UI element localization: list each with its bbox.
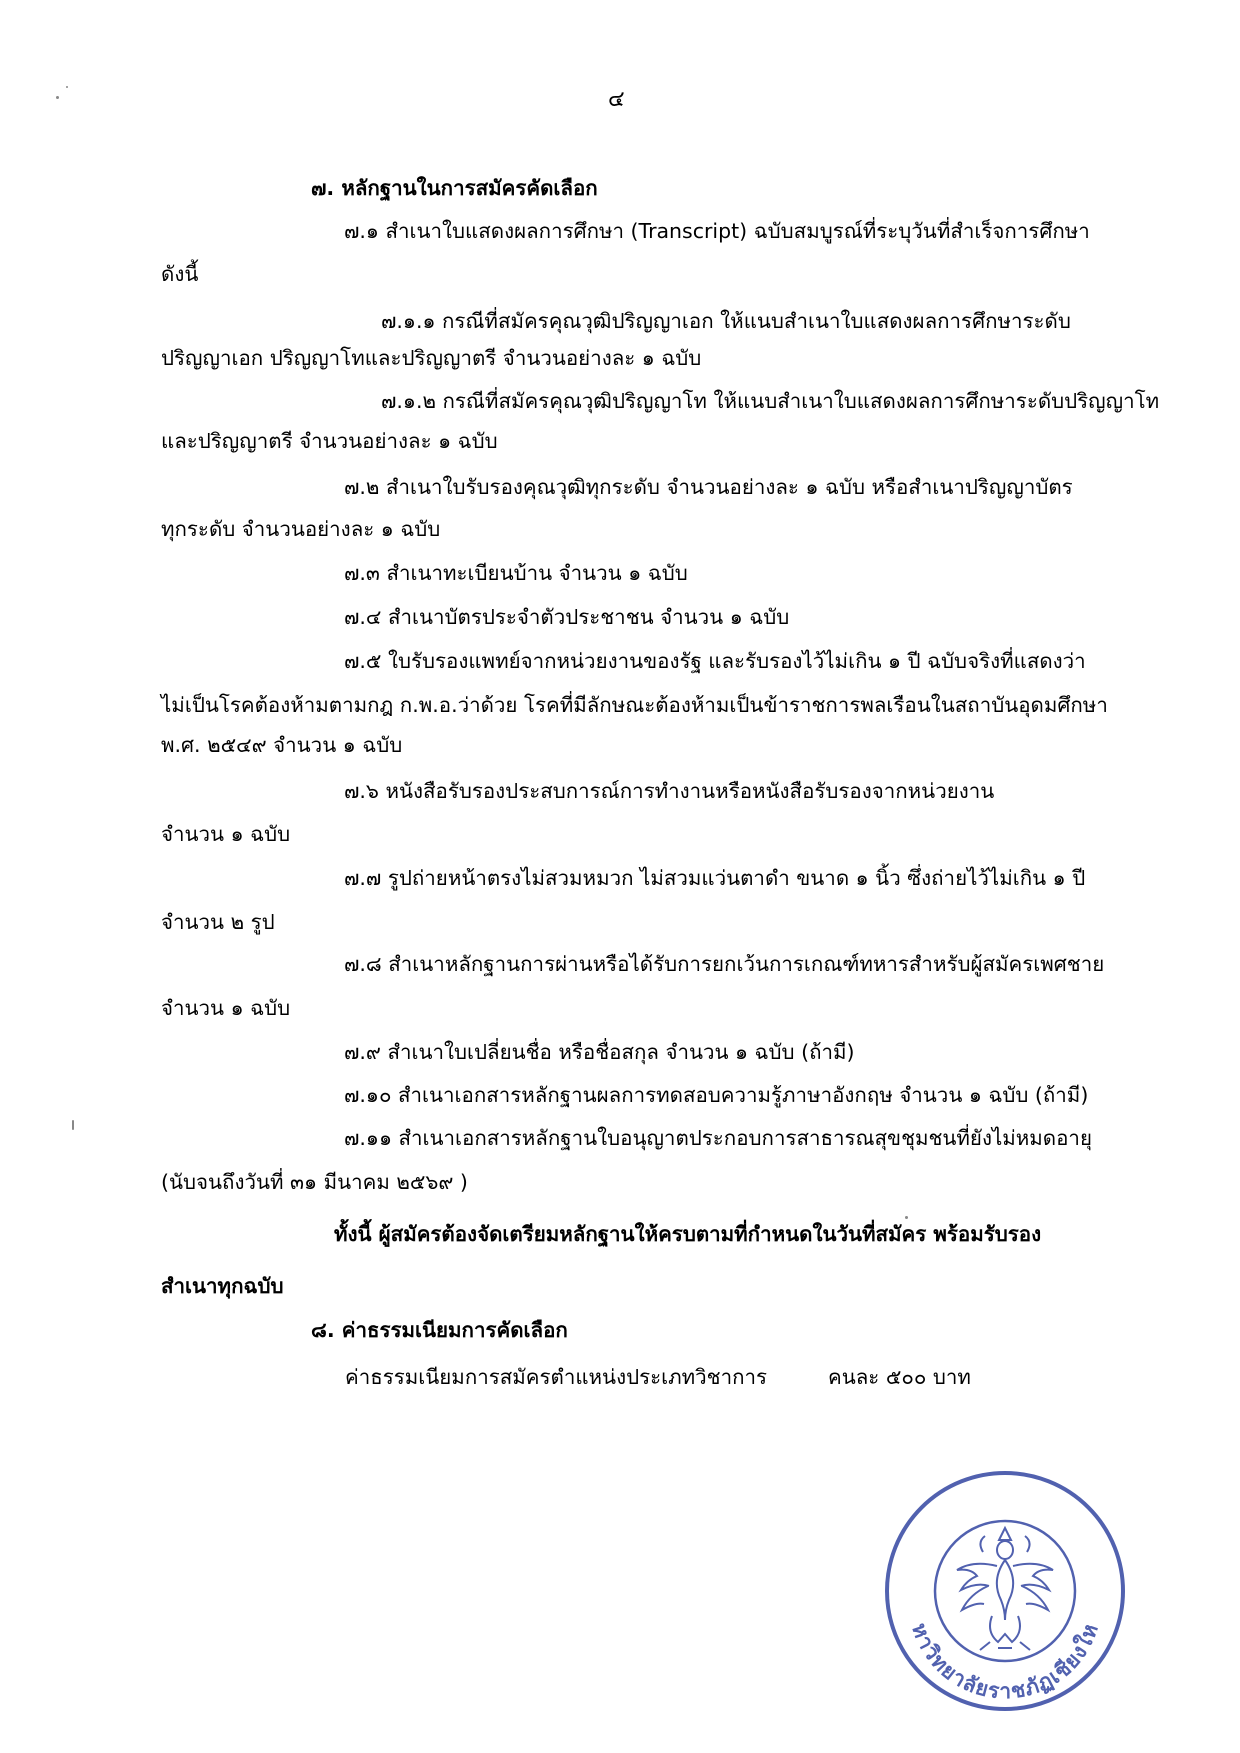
doc-line: ๗.๑ สำเนาใบแสดงผลการศึกษา (Transcript) ฉบับสมบูรณ์ที่ระบุวันที่สำเร็จการศึกษา	[344, 219, 1090, 243]
doc-line: ๗.๓ สำเนาทะเบียนบ้าน จำนวน ๑ ฉบับ	[344, 561, 688, 585]
doc-line: และปริญญาตรี จำนวนอย่างละ ๑ ฉบับ	[161, 429, 498, 453]
doc-line: ดังนี้	[161, 262, 199, 286]
doc-line: ๗.๒ สำเนาใบรับรองคุณวุฒิทุกระดับ จำนวนอย่างละ ๑ ฉบับ หรือสำเนาปริญญาบัตร	[344, 475, 1073, 499]
doc-line: ๗.๑๑ สำเนาเอกสารหลักฐานใบอนุญาตประกอบการสาธารณสุขชุมชนที่ยังไม่หมดอายุ	[344, 1126, 1092, 1150]
doc-line: ๗.๑.๒ กรณีที่สมัครคุณวุฒิปริญญาโท ให้แนบสำเนาใบแสดงผลการศึกษาระดับปริญญาโท	[381, 389, 1160, 413]
doc-line: ๗.๑.๑ กรณีที่สมัครคุณวุฒิปริญญาเอก ให้แนบสำเนาใบแสดงผลการศึกษาระดับ	[381, 309, 1071, 333]
seal-graphic	[880, 1466, 1130, 1716]
doc-line: ๗.๖ หนังสือรับรองประสบการณ์การทำงานหรือหนังสือรับรองจากหน่วยงาน	[344, 779, 995, 803]
doc-line: ๗.๑๐ สำเนาเอกสารหลักฐานผลการทดสอบความรู้ภาษาอังกฤษ จำนวน ๑ ฉบับ (ถ้ามี)	[344, 1083, 1089, 1107]
doc-line: (นับจนถึงวันที่ ๓๑ มีนาคม ๒๕๖๙ )	[161, 1170, 468, 1194]
doc-line: ปริญญาเอก ปริญญาโทและปริญญาตรี จำนวนอย่างละ ๑ ฉบับ	[161, 346, 702, 370]
fee-amount: คนละ ๕๐๐ บาท	[828, 1365, 971, 1389]
note-line: สำเนาทุกฉบับ	[161, 1274, 284, 1298]
university-seal	[880, 1466, 1130, 1716]
section-8-heading: ๘. ค่าธรรมเนียมการคัดเลือก	[311, 1318, 568, 1342]
fee-label: ค่าธรรมเนียมการสมัครตำแหน่งประเภทวิชาการ	[345, 1365, 768, 1389]
doc-line: พ.ศ. ๒๕๔๙ จำนวน ๑ ฉบับ	[161, 733, 403, 757]
doc-line: จำนวน ๑ ฉบับ	[161, 996, 291, 1020]
section-7-heading: ๗. หลักฐานในการสมัครคัดเลือก	[311, 176, 598, 200]
doc-line: ๗.๔ สำเนาบัตรประจำตัวประชาชน จำนวน ๑ ฉบับ	[344, 605, 790, 629]
page-number: ๔	[608, 87, 625, 112]
doc-line: ๗.๙ สำเนาใบเปลี่ยนชื่อ หรือชื่อสกุล จำนวน ๑ ฉบับ (ถ้ามี)	[344, 1040, 855, 1064]
doc-line: จำนวน ๒ รูป	[161, 910, 275, 934]
note-line: ทั้งนี้ ผู้สมัครต้องจัดเตรียมหลักฐานให้ครบตามที่กำหนดในวันที่สมัคร พร้อมรับรอง	[334, 1222, 1042, 1246]
doc-line: ทุกระดับ จำนวนอย่างละ ๑ ฉบับ	[161, 517, 441, 541]
doc-line: จำนวน ๑ ฉบับ	[161, 822, 291, 846]
doc-line: ๗.๕ ใบรับรองแพทย์จากหน่วยงานของรัฐ และรับรองไว้ไม่เกิน ๑ ปี ฉบับจริงที่แสดงว่า	[344, 649, 1086, 673]
doc-line: ๗.๗ รูปถ่ายหน้าตรงไม่สวมหมวก ไม่สวมแว่นตาดำ ขนาด ๑ นิ้ว ซึ่งถ่ายไว้ไม่เกิน ๑ ปี	[344, 866, 1086, 890]
doc-line: ๗.๘ สำเนาหลักฐานการผ่านหรือได้รับการยกเว้นการเกณฑ์ทหารสำหรับผู้สมัครเพศชาย	[344, 952, 1105, 976]
seal-text: หาวิทยาลัยราชภัฏเชียงให	[906, 1619, 1104, 1704]
doc-line: ไม่เป็นโรคต้องห้ามตามกฎ ก.พ.อ.ว่าด้วย โรคที่มีลักษณะต้องห้ามเป็นข้าราชการพลเรือนในสถาบันอุดมศึกษา	[161, 693, 1108, 717]
